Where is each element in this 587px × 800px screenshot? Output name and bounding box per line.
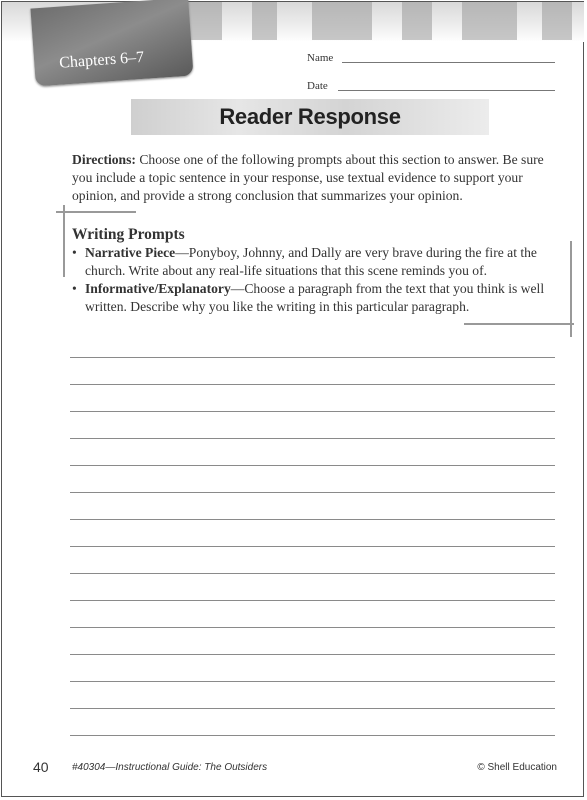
publisher-credit: © Shell Education	[477, 762, 557, 773]
book-reference: #40304—Instructional Guide: The Outsiders	[72, 762, 268, 773]
directions	[72, 151, 560, 205]
writing-line	[70, 708, 555, 709]
writing-line	[70, 573, 555, 574]
page-number: 40	[33, 759, 49, 775]
chapter-tab	[30, 0, 193, 86]
title-banner	[131, 99, 489, 135]
writing-line	[70, 735, 555, 736]
chapter-tab-label: Chapters 6–7	[58, 48, 145, 72]
writing-line	[70, 465, 555, 466]
writing-line	[70, 492, 555, 493]
name-field-line[interactable]	[342, 62, 555, 63]
bullet-icon: •	[72, 245, 77, 260]
writing-prompts-heading: Writing Prompts	[72, 226, 185, 243]
date-field-line[interactable]	[338, 90, 555, 91]
page-title: Reader Response	[219, 104, 401, 129]
name-label: Name	[307, 52, 334, 64]
writing-prompts-list	[72, 244, 562, 316]
directions-text: Choose one of the following prompts about this section to answer. Be sure you include a topic sentence in your response, use textual evidence to support your opinion, and provide a strong conclusion that summarizes your opinion.	[72, 152, 544, 203]
writing-line	[70, 600, 555, 601]
prompt-text: —Ponyboy, Johnny, and Dally are very brave during the fire at the church. Write about any real-life situations that this scene reminds you of.	[85, 245, 537, 278]
writing-line	[70, 546, 555, 547]
writing-line	[70, 357, 555, 358]
writing-line	[70, 384, 555, 385]
writing-line	[70, 627, 555, 628]
bullet-icon: •	[72, 281, 77, 296]
writing-line	[70, 411, 555, 412]
prompt-label: Narrative Piece	[85, 245, 176, 260]
prompt-label: Informative/Explanatory	[85, 281, 231, 296]
writing-line	[70, 654, 555, 655]
directions-label: Directions:	[72, 152, 136, 167]
writing-line	[70, 681, 555, 682]
prompt-text: —Choose a paragraph from the text that you think is well written. Describe why you like the writing in this particular paragraph.	[85, 281, 545, 314]
date-label: Date	[307, 80, 328, 92]
list-item	[72, 280, 562, 316]
writing-line	[70, 438, 555, 439]
writing-line	[70, 519, 555, 520]
list-item	[72, 244, 562, 280]
